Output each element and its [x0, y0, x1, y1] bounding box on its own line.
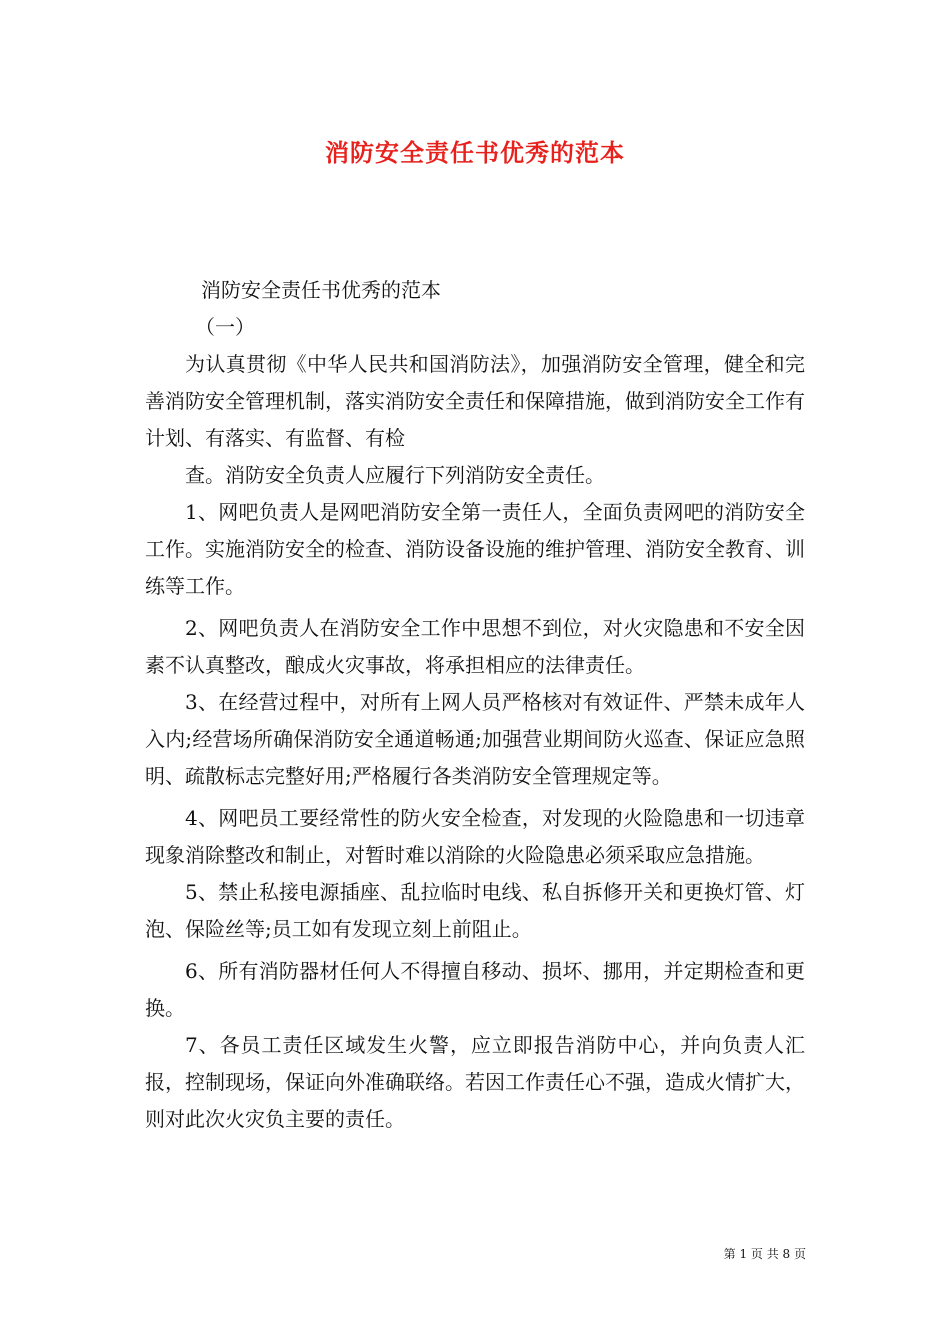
- paragraph-item-3: 3、在经营过程中，对所有上网人员严格核对有效证件、严禁未成年人入内;经营场所确保消防安全通道畅通;加强营业期间防火巡查、保证应急照明、疏散标志完整好用;严格履行各类消防安全管理规定等。: [145, 690, 805, 788]
- document-subtitle: 消防安全责任书优秀的范本: [201, 278, 441, 302]
- paragraph-intro: 为认真贯彻《中华人民共和国消防法》，加强消防安全管理，健全和完善消防安全管理机制，落实消防安全责任和保障措施，做到消防安全工作有计划、有落实、有监督、有检: [145, 352, 805, 450]
- paragraph-item-7: 7、各员工责任区域发生火警，应立即报告消防中心，并向负责人汇报，控制现场，保证向外准确联络。若因工作责任心不强，造成火情扩大，则对此次火灾负主要的责任。: [145, 1033, 805, 1131]
- document-body: [145, 272, 805, 1138]
- section-heading: （一）: [195, 315, 255, 339]
- paragraph-item-1: 1、网吧负责人是网吧消防安全第一责任人，全面负责网吧的消防安全工作。实施消防安全的检查、消防设备设施的维护管理、消防安全教育、训练等工作。: [145, 500, 805, 598]
- document-title: 消防安全责任书优秀的范本: [325, 138, 625, 167]
- page-indicator: 第 1 页 共 8 页: [723, 1247, 806, 1261]
- paragraph-item-4: 4、网吧员工要经常性的防火安全检查，对发现的火险隐患和一切违章现象消除整改和制止，对暂时难以消除的火险隐患必须采取应急措施。: [145, 806, 805, 867]
- paragraph-item-2: 2、网吧负责人在消防安全工作中思想不到位，对火灾隐患和不安全因素不认真整改，酿成火灾事故，将承担相应的法律责任。: [145, 616, 805, 677]
- paragraph-intro-continued: 查。消防安全负责人应履行下列消防安全责任。: [185, 463, 605, 487]
- paragraph-item-6: 6、所有消防器材任何人不得擅自移动、损坏、挪用，并定期检查和更换。: [145, 959, 805, 1020]
- paragraph-item-5: 5、禁止私接电源插座、乱拉临时电线、私自拆修开关和更换灯管、灯泡、保险丝等;员工如有发现立刻上前阻止。: [145, 880, 805, 941]
